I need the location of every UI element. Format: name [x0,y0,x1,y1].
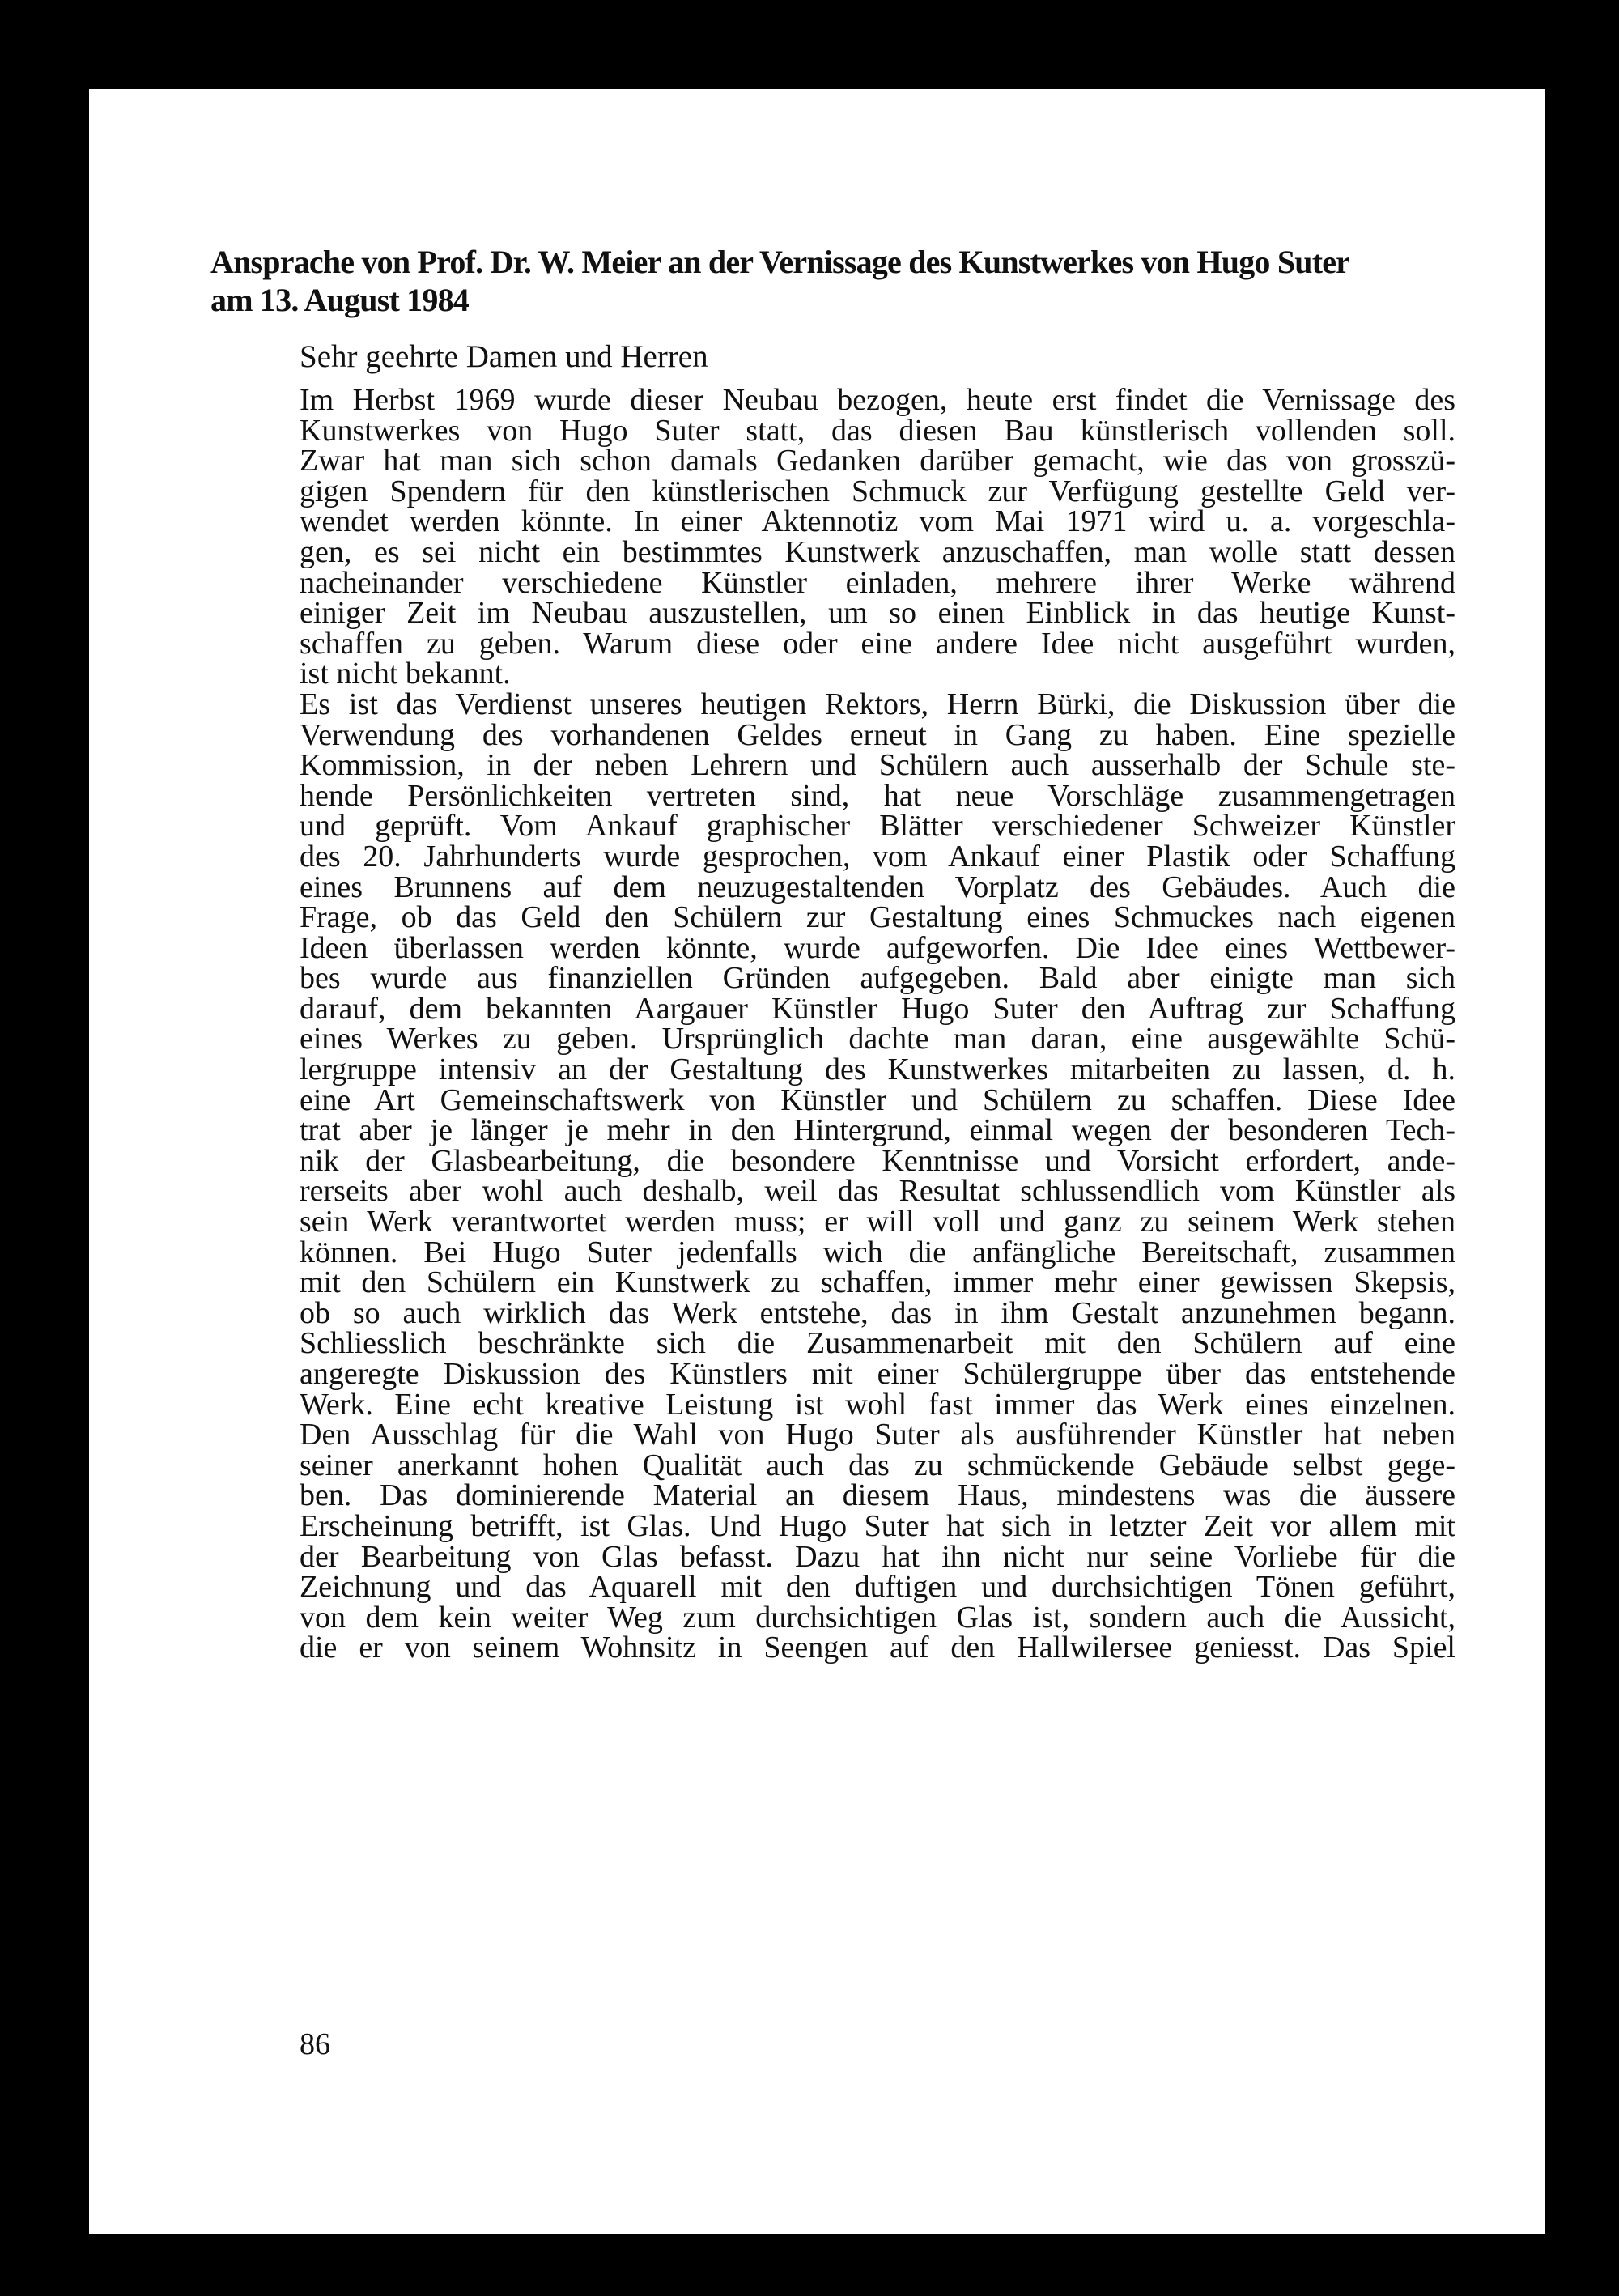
article-heading [210,243,1473,319]
text-line: Im Herbst 1969 wurde dieser Neubau bezogen, heute erst findet die Vernissage des [300,383,1455,417]
text-line: Den Ausschlag für die Wahl von Hugo Suter als ausführender Künstler hat neben [300,1418,1455,1452]
text-line: Frage, ob das Geld den Schülern zur Gestaltung eines Schmuckes nach eigenen [300,900,1455,935]
text-line: Kommission, in der neben Lehrern und Schülern auch ausserhalb der Schule ste- [300,748,1455,783]
text-line: eines Brunnens auf dem neuzugestaltenden Vorplatz des Gebäudes. Auch die [300,870,1455,904]
text-line: eine Art Gemeinschaftswerk von Künstler und Schülern zu schaffen. Diese Idee [300,1082,1455,1117]
text-line: schaffen zu geben. Warum diese oder eine andere Idee nicht ausgeführt wurden, [300,626,1455,661]
text-line: lergruppe intensiv an der Gestaltung des Kunstwerkes mitarbeiten zu lassen, d. h. [300,1052,1455,1087]
heading-line: Ansprache von Prof. Dr. W. Meier an der Vernissage des Kunstwerkes von Hugo Suter [210,244,1350,280]
text-line: Werk. Eine echt kreative Leistung ist wohl fast immer das Werk eines einzelnen. [300,1387,1455,1422]
text-line: sein Werk verantwortet werden muss; er will voll und ganz zu seinem Werk stehen [300,1205,1455,1239]
salutation: Sehr geehrte Damen und Herren [300,339,708,374]
text-line: Zeichnung und das Aquarell mit den duftigen und durchsichtigen Tönen geführt, [300,1570,1455,1605]
text-line: mit den Schülern ein Kunstwerk zu schaffen, immer mehr einer gewissen Skepsis, [300,1265,1455,1300]
text-line: gen, es sei nicht ein bestimmtes Kunstwerk anzuschaffen, man wolle statt dessen [300,534,1455,569]
text-line: ist nicht bekannt. [300,657,511,691]
text-line: Kunstwerkes von Hugo Suter statt, das diesen Bau künstlerisch vollenden soll. [300,413,1455,448]
text-line: darauf, dem bekannten Aargauer Künstler Hugo Suter den Auftrag zur Schaffung [300,991,1455,1026]
text-line: seiner anerkannt hohen Qualität auch das zu schmückende Gebäude selbst gege- [300,1448,1455,1482]
text-line: einiger Zeit im Neubau auszustellen, um so einen Einblick in das heutige Kunst- [300,596,1455,631]
text-line: Erscheinung betrifft, ist Glas. Und Hugo Suter hat sich in letzter Zeit vor allem mit [300,1508,1455,1543]
text-line: bes wurde aus finanziellen Gründen aufgegeben. Bald aber einigte man sich [300,961,1455,996]
text-line: Schliesslich beschränkte sich die Zusammenarbeit mit den Schülern auf eine [300,1326,1455,1361]
text-line: die er von seinem Wohnsitz in Seengen auf den Hallwilersee geniesst. Das Spiel [300,1631,1455,1665]
text-line: des 20. Jahrhunderts wurde gesprochen, vom Ankauf einer Plastik oder Schaffung [300,839,1455,874]
text-line: und geprüft. Vom Ankauf graphischer Blätter verschiedener Schweizer Künstler [300,809,1455,844]
text-line: Verwendung des vorhandenen Geldes erneut in Gang zu haben. Eine spezielle [300,717,1455,752]
text-line: ben. Das dominierende Material an diesem Haus, mindestens was die äussere [300,1478,1455,1513]
text-line: Ideen überlassen werden könnte, wurde aufgeworfen. Die Idee eines Wettbewer- [300,930,1455,965]
text-line: der Bearbeitung von Glas befasst. Dazu hat ihn nicht nur seine Vorliebe für die [300,1539,1455,1574]
text-line: hende Persönlichkeiten vertreten sind, hat neue Vorschläge zusammengetragen [300,778,1455,813]
text-line: Zwar hat man sich schon damals Gedanken darüber gemacht, wie das von grosszü- [300,444,1455,478]
text-line: nik der Glasbearbeitung, die besondere Kenntnisse und Vorsicht erfordert, ande- [300,1143,1455,1178]
text-line: von dem kein weiter Weg zum durchsichtigen Glas ist, sondern auch die Aussicht, [300,1600,1455,1635]
text-line: wendet werden könnte. In einer Aktennotiz vom Mai 1971 wird u. a. vorgeschla- [300,504,1455,539]
text-line: können. Bei Hugo Suter jedenfalls wich die anfängliche Bereitschaft, zusammen [300,1235,1455,1269]
text-line: nacheinander verschiedene Künstler einladen, mehrere ihrer Werke während [300,565,1455,600]
text-line: ob so auch wirklich das Werk entstehe, das in ihm Gestalt anzunehmen begann. [300,1295,1455,1330]
text-line: rerseits aber wohl auch deshalb, weil das Resultat schlussendlich vom Künstler als [300,1174,1455,1209]
text-line: angeregte Diskussion des Künstlers mit einer Schülergruppe über das entstehende [300,1357,1455,1391]
text-line: trat aber je länger je mehr in den Hintergrund, einmal wegen der besonderen Tech- [300,1113,1455,1148]
page-number: 86 [300,2027,330,2061]
heading-line: am 13. August 1984 [210,282,469,318]
text-line: eines Werkes zu geben. Ursprünglich dachte man daran, eine ausgewählte Schü- [300,1022,1455,1057]
text-line: Es ist das Verdienst unseres heutigen Rektors, Herrn Bürki, die Diskussion über die [300,687,1455,721]
body-text [300,385,1455,1664]
text-line: gigen Spendern für den künstlerischen Schmuck zur Verfügung gestellte Geld ver- [300,474,1455,508]
